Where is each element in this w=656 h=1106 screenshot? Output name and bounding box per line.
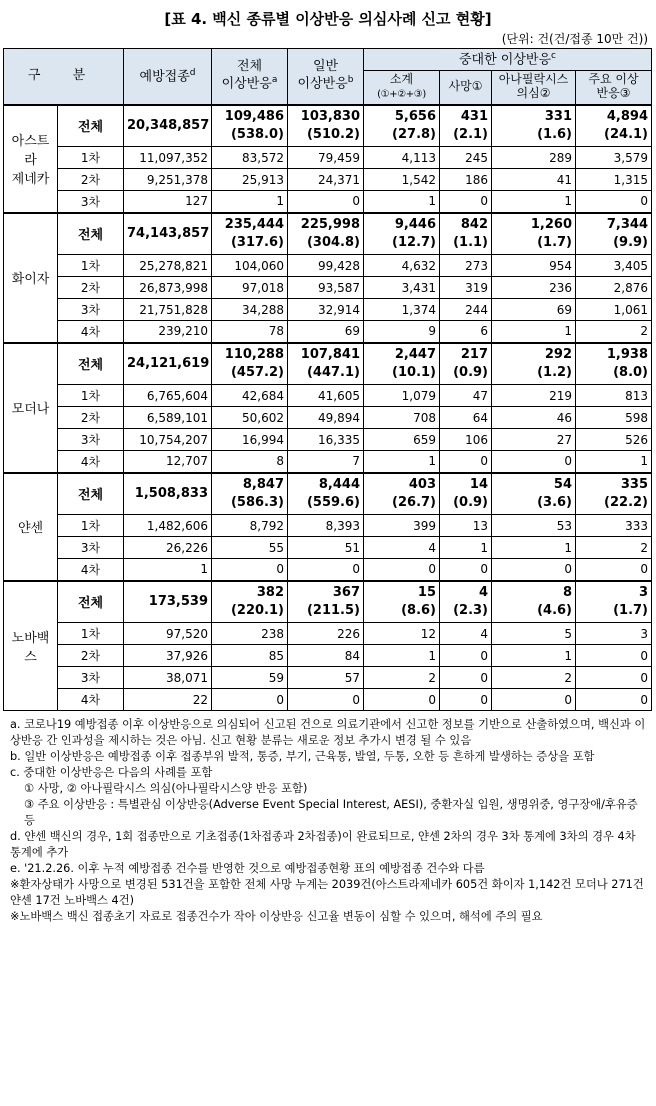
total-ae-cell: 110,288 (457.2)	[212, 343, 288, 385]
major-ae-cell: 3 (1.7)	[576, 581, 652, 623]
general-ae-cell: 41,605	[288, 385, 364, 407]
major-ae-cell: 1	[576, 451, 652, 473]
table-row	[4, 321, 652, 343]
dose-cell: 1차	[58, 147, 124, 169]
subtotal-cell: 4,632	[364, 255, 440, 277]
death-cell: 0	[440, 559, 492, 581]
anaphylaxis-cell: 5	[492, 623, 576, 645]
general-ae-cell: 99,428	[288, 255, 364, 277]
vaccinations-cell: 10,754,207	[124, 429, 212, 451]
death-cell: 245	[440, 147, 492, 169]
dose-cell: 4차	[58, 689, 124, 711]
major-ae-cell: 526	[576, 429, 652, 451]
anaphylaxis-cell: 1	[492, 537, 576, 559]
total-ae-cell: 8,847 (586.3)	[212, 473, 288, 515]
major-ae-cell: 2	[576, 537, 652, 559]
anaphylaxis-cell: 54 (3.6)	[492, 473, 576, 515]
vaccine-name-cell: 얀센	[4, 473, 58, 581]
vaccinations-cell: 1	[124, 559, 212, 581]
anaphylaxis-cell: 0	[492, 559, 576, 581]
total-ae-cell: 109,486 (538.0)	[212, 105, 288, 147]
general-ae-cell: 8,444 (559.6)	[288, 473, 364, 515]
table-row	[4, 105, 652, 147]
anaphylaxis-cell: 8 (4.6)	[492, 581, 576, 623]
subtotal-cell: 1	[364, 451, 440, 473]
total-ae-cell: 55	[212, 537, 288, 559]
dose-cell: 전체	[58, 343, 124, 385]
subtotal-cell: 12	[364, 623, 440, 645]
anaphylaxis-cell: 1	[492, 645, 576, 667]
death-cell: 6	[440, 321, 492, 343]
subtotal-cell: 5,656 (27.8)	[364, 105, 440, 147]
note-star1: ※환자상태가 사망으로 변경된 531건을 포함한 전체 사망 누계는 2039건(아스트라제네카 605건 화이자 1,142건 모더나 271건 얀센 17건 노바백스 4건)	[10, 878, 644, 907]
major-ae-cell: 333	[576, 515, 652, 537]
major-ae-cell: 7,344 (9.9)	[576, 213, 652, 255]
header-total-ae: 전체 이상반응$^a$	[212, 49, 288, 105]
vaccine-name-cell: 모더나	[4, 343, 58, 473]
unit-label: (단위: 건(건/접종 10만 건))	[501, 32, 648, 46]
header-general-ae: 일반 이상반응$^b$	[288, 49, 364, 105]
major-ae-cell: 2,876	[576, 277, 652, 299]
general-ae-cell: 32,914	[288, 299, 364, 321]
table-row	[4, 299, 652, 321]
header-gubun: 구 분	[4, 49, 124, 105]
death-cell: 244	[440, 299, 492, 321]
table-row	[4, 429, 652, 451]
subtotal-cell: 2,447 (10.1)	[364, 343, 440, 385]
dose-cell: 1차	[58, 623, 124, 645]
vaccinations-cell: 239,210	[124, 321, 212, 343]
vaccinations-cell: 37,926	[124, 645, 212, 667]
general-ae-cell: 0	[288, 689, 364, 711]
dose-cell: 전체	[58, 581, 124, 623]
vaccinations-cell: 26,873,998	[124, 277, 212, 299]
total-ae-cell: 238	[212, 623, 288, 645]
major-ae-cell: 3,579	[576, 147, 652, 169]
table-title: [표 4. 백신 종류별 이상반응 의심사례 신고 현황]	[164, 10, 492, 28]
header-death: 사망①	[440, 71, 492, 105]
general-ae-cell: 49,894	[288, 407, 364, 429]
dose-cell: 3차	[58, 191, 124, 213]
note-b: b. 일반 이상반응은 예방접종 이후 접종부위 발적, 통증, 부기, 근육통, 발열, 두통, 오한 등 흔하게 발생하는 증상을 포함	[10, 750, 595, 763]
table-row	[4, 147, 652, 169]
major-ae-cell: 0	[576, 191, 652, 213]
death-cell: 0	[440, 451, 492, 473]
anaphylaxis-cell: 0	[492, 451, 576, 473]
anaphylaxis-cell: 292 (1.2)	[492, 343, 576, 385]
dose-cell: 2차	[58, 645, 124, 667]
vaccinations-cell: 1,482,606	[124, 515, 212, 537]
death-cell: 47	[440, 385, 492, 407]
subtotal-cell: 4	[364, 537, 440, 559]
death-cell: 431 (2.1)	[440, 105, 492, 147]
death-cell: 106	[440, 429, 492, 451]
total-ae-cell: 0	[212, 559, 288, 581]
dose-cell: 3차	[58, 429, 124, 451]
general-ae-cell: 107,841 (447.1)	[288, 343, 364, 385]
anaphylaxis-cell: 1	[492, 321, 576, 343]
general-ae-cell: 367 (211.5)	[288, 581, 364, 623]
table-body	[4, 105, 652, 711]
table-row	[4, 385, 652, 407]
subtotal-cell: 3,431	[364, 277, 440, 299]
death-cell: 217 (0.9)	[440, 343, 492, 385]
dose-cell: 전체	[58, 105, 124, 147]
total-ae-cell: 50,602	[212, 407, 288, 429]
vaccinations-cell: 127	[124, 191, 212, 213]
death-cell: 319	[440, 277, 492, 299]
total-ae-cell: 8,792	[212, 515, 288, 537]
general-ae-cell: 103,830 (510.2)	[288, 105, 364, 147]
vaccine-name-cell: 아스트라 제네카	[4, 105, 58, 213]
death-cell: 0	[440, 645, 492, 667]
death-cell: 1	[440, 537, 492, 559]
dose-cell: 2차	[58, 277, 124, 299]
major-ae-cell: 3	[576, 623, 652, 645]
major-ae-cell: 0	[576, 559, 652, 581]
death-cell: 842 (1.1)	[440, 213, 492, 255]
anaphylaxis-cell: 2	[492, 667, 576, 689]
major-ae-cell: 335 (22.2)	[576, 473, 652, 515]
total-ae-cell: 34,288	[212, 299, 288, 321]
dose-cell: 2차	[58, 169, 124, 191]
total-ae-cell: 25,913	[212, 169, 288, 191]
dose-cell: 4차	[58, 451, 124, 473]
table-row	[4, 255, 652, 277]
dose-cell: 전체	[58, 213, 124, 255]
table-row	[4, 277, 652, 299]
table-row	[4, 537, 652, 559]
major-ae-cell: 1,938 (8.0)	[576, 343, 652, 385]
general-ae-cell: 16,335	[288, 429, 364, 451]
subtotal-cell: 2	[364, 667, 440, 689]
general-ae-cell: 225,998 (304.8)	[288, 213, 364, 255]
vaccine-name-cell: 화이자	[4, 213, 58, 343]
vaccinations-cell: 6,589,101	[124, 407, 212, 429]
table-row	[4, 515, 652, 537]
vaccinations-cell: 1,508,833	[124, 473, 212, 515]
anaphylaxis-cell: 41	[492, 169, 576, 191]
total-ae-cell: 42,684	[212, 385, 288, 407]
subtotal-cell: 1,374	[364, 299, 440, 321]
table-row	[4, 623, 652, 645]
general-ae-cell: 0	[288, 559, 364, 581]
death-cell: 186	[440, 169, 492, 191]
header-serious-ae: 중대한 이상반응$^c$	[364, 49, 652, 71]
death-cell: 0	[440, 667, 492, 689]
table-row	[4, 169, 652, 191]
death-cell: 14 (0.9)	[440, 473, 492, 515]
header-vaccinations: 예방접종$^d$	[124, 49, 212, 105]
vaccinations-cell: 97,520	[124, 623, 212, 645]
subtotal-cell: 9,446 (12.7)	[364, 213, 440, 255]
general-ae-cell: 0	[288, 191, 364, 213]
dose-cell: 2차	[58, 407, 124, 429]
header-anaphylaxis: 아나필락시스 의심②	[492, 71, 576, 105]
subtotal-cell: 15 (8.6)	[364, 581, 440, 623]
general-ae-cell: 79,459	[288, 147, 364, 169]
general-ae-cell: 7	[288, 451, 364, 473]
major-ae-cell: 3,405	[576, 255, 652, 277]
vaccinations-cell: 22	[124, 689, 212, 711]
total-ae-cell: 0	[212, 689, 288, 711]
dose-cell: 1차	[58, 255, 124, 277]
vaccinations-cell: 11,097,352	[124, 147, 212, 169]
general-ae-cell: 51	[288, 537, 364, 559]
footnotes	[10, 717, 650, 925]
table-row	[4, 473, 652, 515]
dose-cell: 4차	[58, 321, 124, 343]
subtotal-cell: 659	[364, 429, 440, 451]
table-row	[4, 559, 652, 581]
anaphylaxis-cell: 69	[492, 299, 576, 321]
vaccinations-cell: 38,071	[124, 667, 212, 689]
note-c2: ③ 주요 이상반응 : 특별관심 이상반응(Adverse Event Special Interest, AESI), 중환자실 입원, 생명위중, 영구장애/후유증 등	[24, 798, 638, 827]
table-row	[4, 667, 652, 689]
major-ae-cell: 2	[576, 321, 652, 343]
table-row	[4, 645, 652, 667]
major-ae-cell: 4,894 (24.1)	[576, 105, 652, 147]
total-ae-cell: 1	[212, 191, 288, 213]
general-ae-cell: 8,393	[288, 515, 364, 537]
major-ae-cell: 0	[576, 667, 652, 689]
vaccinations-cell: 20,348,857	[124, 105, 212, 147]
note-d: d. 얀센 백신의 경우, 1회 접종만으로 기초접종(1차접종과 2차접종)이 완료되므로, 얀센 2차의 경우 3차 통계에 3차의 경우 4차 통계에 추가	[10, 830, 636, 859]
major-ae-cell: 1,315	[576, 169, 652, 191]
vaccinations-cell: 25,278,821	[124, 255, 212, 277]
vaccinations-cell: 26,226	[124, 537, 212, 559]
dose-cell: 1차	[58, 385, 124, 407]
subtotal-cell: 9	[364, 321, 440, 343]
subtotal-cell: 1	[364, 191, 440, 213]
anaphylaxis-cell: 954	[492, 255, 576, 277]
header-major-ae: 주요 이상 반응③	[576, 71, 652, 105]
note-c1: ① 사망, ② 아나필락시스 의심(아나필락시스양 반응 포함)	[24, 782, 308, 795]
subtotal-cell: 4,113	[364, 147, 440, 169]
death-cell: 13	[440, 515, 492, 537]
subtotal-cell: 0	[364, 689, 440, 711]
death-cell: 0	[440, 689, 492, 711]
general-ae-cell: 226	[288, 623, 364, 645]
subtotal-cell: 1,079	[364, 385, 440, 407]
adverse-event-table	[3, 48, 652, 711]
vaccinations-cell: 24,121,619	[124, 343, 212, 385]
anaphylaxis-cell: 1,260 (1.7)	[492, 213, 576, 255]
anaphylaxis-cell: 331 (1.6)	[492, 105, 576, 147]
major-ae-cell: 0	[576, 689, 652, 711]
general-ae-cell: 24,371	[288, 169, 364, 191]
death-cell: 273	[440, 255, 492, 277]
general-ae-cell: 69	[288, 321, 364, 343]
subtotal-cell: 399	[364, 515, 440, 537]
table-row	[4, 451, 652, 473]
death-cell: 0	[440, 191, 492, 213]
subtotal-cell: 403 (26.7)	[364, 473, 440, 515]
death-cell: 4 (2.3)	[440, 581, 492, 623]
table-row	[4, 581, 652, 623]
vaccinations-cell: 6,765,604	[124, 385, 212, 407]
total-ae-cell: 16,994	[212, 429, 288, 451]
dose-cell: 3차	[58, 299, 124, 321]
anaphylaxis-cell: 46	[492, 407, 576, 429]
total-ae-cell: 85	[212, 645, 288, 667]
total-ae-cell: 235,444 (317.6)	[212, 213, 288, 255]
total-ae-cell: 97,018	[212, 277, 288, 299]
dose-cell: 4차	[58, 559, 124, 581]
table-row	[4, 689, 652, 711]
total-ae-cell: 59	[212, 667, 288, 689]
note-star2: ※노바백스 백신 접종초기 자료로 접종건수가 작아 이상반응 신고율 변동이 심할 수 있으며, 해석에 주의 필요	[10, 910, 543, 923]
vaccinations-cell: 9,251,378	[124, 169, 212, 191]
total-ae-cell: 78	[212, 321, 288, 343]
note-e: e. '21.2.26. 이후 누적 예방접종 건수를 반영한 것으로 예방접종현황 표의 예방접종 건수와 다름	[10, 862, 485, 875]
major-ae-cell: 813	[576, 385, 652, 407]
total-ae-cell: 83,572	[212, 147, 288, 169]
vaccinations-cell: 21,751,828	[124, 299, 212, 321]
total-ae-cell: 8	[212, 451, 288, 473]
dose-cell: 전체	[58, 473, 124, 515]
major-ae-cell: 598	[576, 407, 652, 429]
note-c: c. 중대한 이상반응은 다음의 사례를 포함	[10, 766, 213, 779]
anaphylaxis-cell: 27	[492, 429, 576, 451]
general-ae-cell: 57	[288, 667, 364, 689]
general-ae-cell: 93,587	[288, 277, 364, 299]
death-cell: 64	[440, 407, 492, 429]
total-ae-cell: 382 (220.1)	[212, 581, 288, 623]
major-ae-cell: 1,061	[576, 299, 652, 321]
dose-cell: 3차	[58, 667, 124, 689]
anaphylaxis-cell: 219	[492, 385, 576, 407]
note-a: a. 코로나19 예방접종 이후 이상반응으로 의심되어 신고된 건으로 의료기관에서 신고한 정보를 기반으로 산출하였으며, 백신과 이상반응 간 인과성을 제시하는 것은 아님. 신고 현황 분류는 새로운 정보 추가시 변경 될 수 있음	[10, 718, 646, 747]
subtotal-cell: 0	[364, 559, 440, 581]
table-row	[4, 343, 652, 385]
dose-cell: 3차	[58, 537, 124, 559]
table-row	[4, 407, 652, 429]
vaccinations-cell: 173,539	[124, 581, 212, 623]
dose-cell: 1차	[58, 515, 124, 537]
death-cell: 4	[440, 623, 492, 645]
major-ae-cell: 0	[576, 645, 652, 667]
anaphylaxis-cell: 0	[492, 689, 576, 711]
header-subtotal: 소계 (①+②+③)	[364, 71, 440, 105]
subtotal-cell: 1	[364, 645, 440, 667]
total-ae-cell: 104,060	[212, 255, 288, 277]
vaccine-name-cell: 노바백스	[4, 581, 58, 711]
subtotal-cell: 708	[364, 407, 440, 429]
table-row	[4, 191, 652, 213]
vaccinations-cell: 74,143,857	[124, 213, 212, 255]
anaphylaxis-cell: 1	[492, 191, 576, 213]
general-ae-cell: 84	[288, 645, 364, 667]
vaccinations-cell: 12,707	[124, 451, 212, 473]
anaphylaxis-cell: 289	[492, 147, 576, 169]
subtotal-cell: 1,542	[364, 169, 440, 191]
anaphylaxis-cell: 236	[492, 277, 576, 299]
anaphylaxis-cell: 53	[492, 515, 576, 537]
table-row	[4, 213, 652, 255]
